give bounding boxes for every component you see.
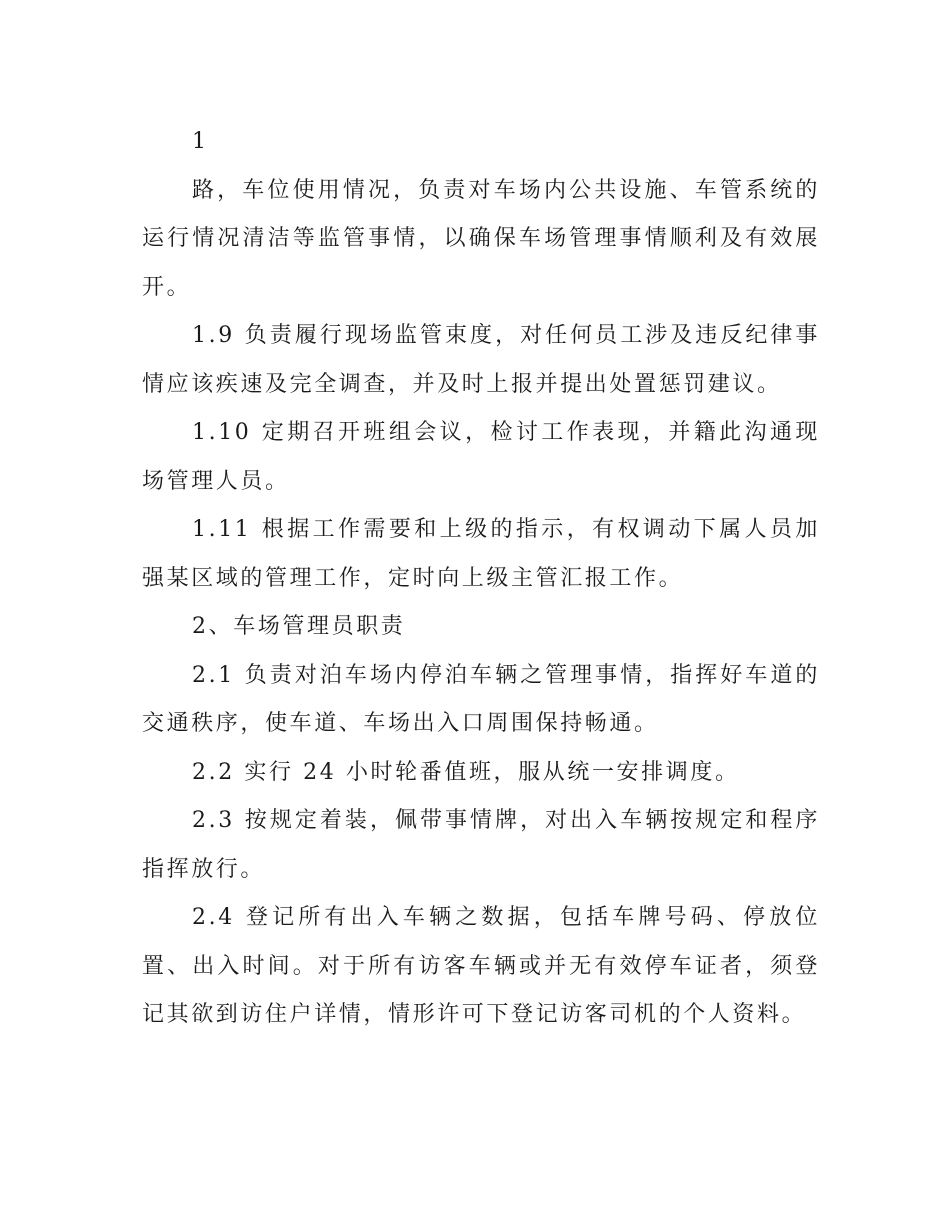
document-body xyxy=(142,118,820,1040)
paragraph: 2.1 负责对泊车场内停泊车辆之管理事情，指挥好车道的交通秩序，使车道、车场出入口周围保持畅通。 xyxy=(142,662,820,736)
paragraph: 1.11 根据工作需要和上级的指示，有权调动下属人员加强某区域的管理工作，定时向上级主管汇报工作。 xyxy=(142,517,820,591)
paragraph: 路，车位使用情况，负责对车场内公共设施、车管系统的运行情况清洁等监管事情，以确保车场管理事情顺利及有效展开。 xyxy=(142,177,820,300)
paragraph: 1.10 定期召开班组会议，检讨工作表现，并籍此沟通现场管理人员。 xyxy=(142,420,820,494)
paragraph: 2.4 登记所有出入车辆之数据，包括车牌号码、停放位置、出入时间。对于所有访客车辆或并无有效停车证者，须登记其欲到访住户详情，情形许可下登记访客司机的个人资料。 xyxy=(142,905,820,1027)
section-heading: 2、车场管理员职责 xyxy=(192,614,406,639)
paragraph: 2.2 实行 24 小时轮番值班，服从统一安排调度。 xyxy=(192,759,740,785)
paragraph: 2.3 按规定着装，佩带事情牌，对出入车辆按规定和程序指挥放行。 xyxy=(142,808,820,882)
paragraph: 1.9 负责履行现场监管束度，对任何员工涉及违反纪律事情应该疾速及完全调查，并及时上报并提出处置惩罚建议。 xyxy=(142,323,820,397)
page-number-paragraph: 1 xyxy=(192,129,206,154)
